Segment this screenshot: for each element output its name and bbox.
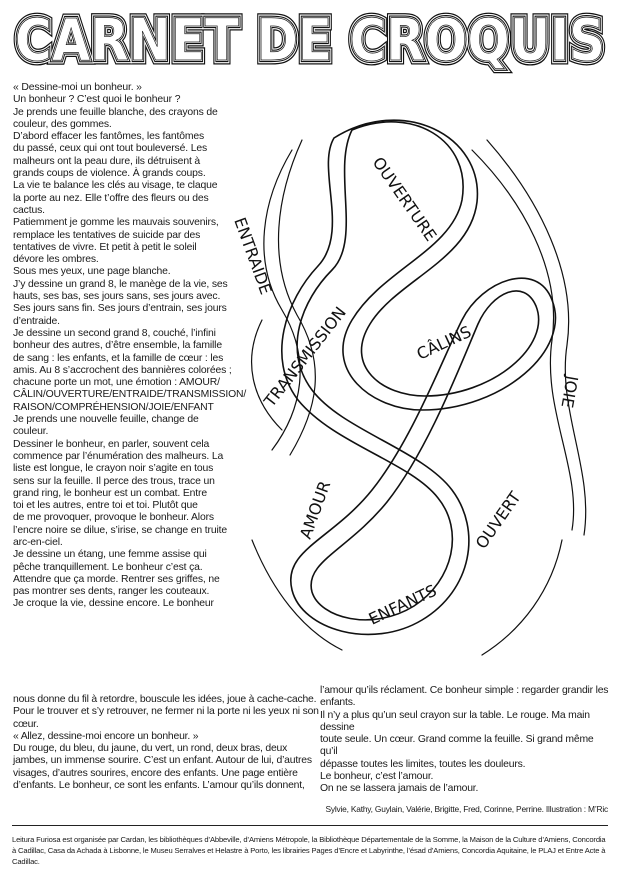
- page-title: [12, 4, 608, 74]
- footer-divider: [12, 825, 608, 826]
- banner-joie: JOIE: [557, 374, 582, 410]
- title-outline-outer: CARNET DE CROQUIS: [15, 6, 605, 74]
- banner-ouverture: OUVERTURE: [368, 153, 441, 245]
- banner-transmission: TRANSMISSION: [260, 303, 350, 411]
- poem-full-width-section: nous donne du fil à retordre, bouscule les idées, joue à cache-cache. Pour le trouver et s’y retrouver, ne fermer ni la porte ni les yeux ni son cœur. « Allez, dessine-moi encore un bonheur. » Du rouge, du bleu, du jaune, du vert, un rond, deux bras, deux jambes, un immense sourire. C’est un enfant. Autour de lui, d’autres visages, d’autres sourires, encore des enfants. Une page entière d’enfants. Le bonheur, ce sont les enfants. L’amour qu’ils donnent,: [13, 694, 319, 792]
- poem-right-column: l’amour qu’ils réclament. Ce bonheur simple : regarder grandir les enfants. Il n’y a plus qu’un seul crayon sur la table. Le rouge. Ma main dessine toute seule. Un cœur. Grand comme la feuille. Si grand même qu’il dépasse toutes les limites, toutes les douleurs. Le bonheur, c’est l’amour. On ne se lassera jamais de l’amour.: [320, 685, 609, 795]
- credits: Sylvie, Kathy, Guylain, Valérie, Brigitte, Fred, Corinne, Perrine. Illustration : M’Ric: [325, 804, 608, 814]
- title-text: CARNET DE CROQUIS: [15, 6, 605, 74]
- title-outline-mid: CARNET DE CROQUIS: [15, 6, 605, 74]
- banner-enfants: ENFANTS: [365, 580, 440, 629]
- title-outline-gap: CARNET DE CROQUIS: [15, 6, 605, 74]
- banner-ouvert: OUVERT: [471, 488, 525, 553]
- footer-text: Leitura Furiosa est organisée par Cardan, les bibliothèques d’Abbeville, d’Amiens Métropole, la Bibliothèque Départementale de la Somme, la Maison de la Culture d’Amiens, Concordia à Cadillac, Casa da Achada à Lisbonne, le Museu Serralves et Helastre à Porto, les librairies Pages d’Encre et Labyrinthe, l’ésad d’Amiens, Concordia Aquitaine, le PLAJ et Entre Acte à Cadillac.: [12, 835, 606, 866]
- banner-entraide: ENTRAIDE: [230, 214, 276, 297]
- banner-calins: CÂLINS: [413, 321, 475, 364]
- title-outline-inner-gap: CARNET DE CROQUIS: [15, 6, 605, 74]
- infinity-banner-illustration: [222, 110, 614, 670]
- banner-amour: AMOUR: [295, 478, 335, 542]
- poem-left-column: « Dessine-moi un bonheur. » Un bonheur ? C’est quoi le bonheur ? Je prends une feuille blanche, des crayons de couleur, des gommes. D’abord effacer les fantômes, les fantômes du passé, ceux qui ont tout bouleversé. Les malheurs ont la peau dure, ils détruisent à grands coups de violence. À grands coups. La vie te balance les clés au visage, te claque la porte au nez. Elle t’offre des fleurs ou des cactus. Patiemment je gomme les mauvais souvenirs, remplace les tentatives de suicide par des tentatives de vivre. Et petit à petit le soleil dévore les ombres. Sous mes yeux, une page blanche. J’y dessine un grand 8, le manège de la vie, ses hauts, ses bas, ses jours sans, ses jours avec. Ses jours sans fin. Ses jours d’entrain, ses jours d’entraide. Je dessine un second grand 8, couché, l’infini bonheur des autres, d’être ensemble, la famille de sang : les enfants, et la famille de cœur : les amis. Au 8 s’accrochent des bannières colorées ; chacune porte un mot, une émotion : AMOUR/ CÂLIN/OUVERTURE/ENTRAIDE/TRANSMISSION/ RAISON/COMPRÉHENSION/JOIE/ENFANT Je prends une nouvelle feuille, change de couleur. Dessiner le bonheur, en parler, souvent cela commence par l’énumération des malheurs. La liste est longue, le crayon noir s’agite en tous sens sur la feuille. Il perce des trous, trace un grand ring, le bonheur est un combat. Entre toi et les autres, entre toi et toi. Plutôt que de me provoquer, provoque le bonheur. Alors l’encre noire se dilue, s’irise, se change en truite arc-en-ciel. Je dessine un étang, une femme assise qui pêche tranquillement. Le bonheur c’est ça. Attendre que ça morde. Rentrer ses griffes, ne pas montrer ses dents, ranger les couteaux. Je croque la vie, dessine encore. Le bonheur: [13, 82, 247, 610]
